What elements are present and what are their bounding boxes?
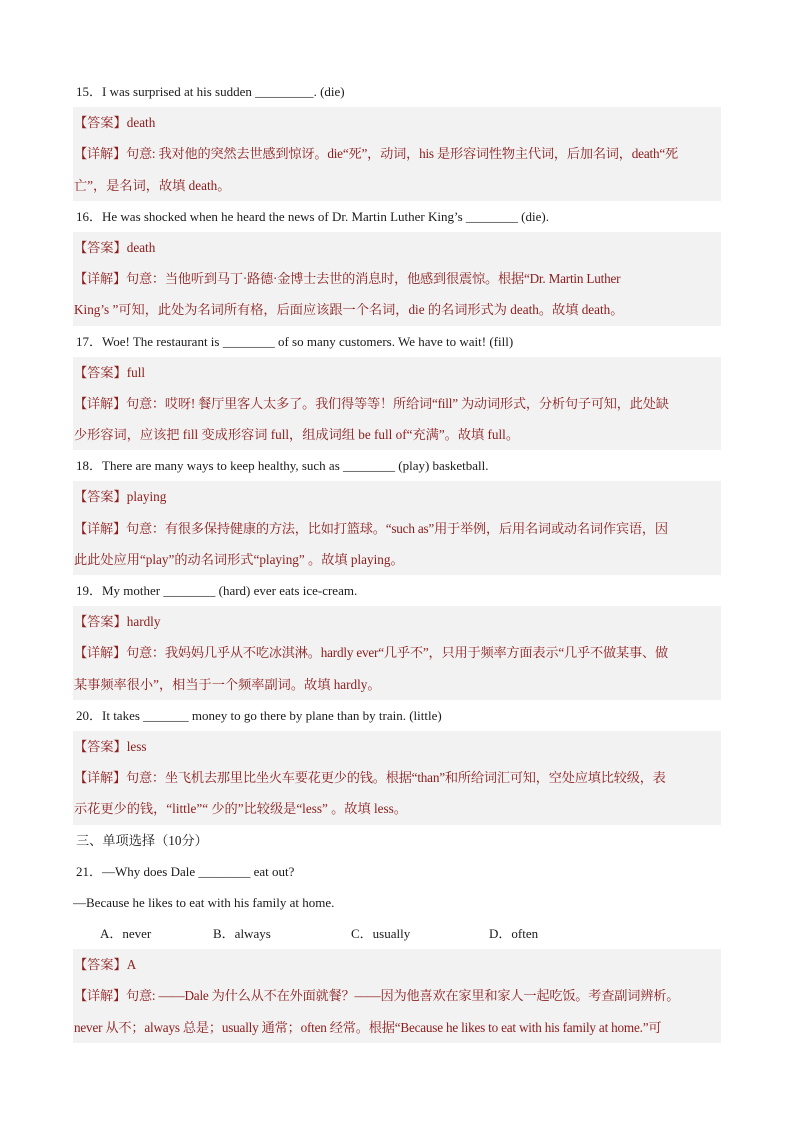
question-text: 16．He was shocked when he heard the news of Dr. Martin Luther King’s ________ (die).	[76, 208, 549, 224]
explanation-tag: 【详解】	[74, 395, 126, 411]
answer-19	[73, 606, 721, 637]
answer-16	[73, 232, 721, 263]
explanation-17-cont	[73, 419, 721, 450]
answer-20	[73, 731, 721, 762]
explanation-21	[73, 980, 721, 1011]
answer-tag: 【答案】	[74, 614, 127, 630]
explanation-text: 句意：坐飞机去那里比坐火车要花更少的钱。根据“than”和所给词汇可知，空处应填比较级，表	[125, 770, 666, 786]
question-text: 21．—Why does Dale ________ eat out?	[76, 863, 295, 879]
explanation-tag: 【详解】	[74, 988, 126, 1004]
explanation-tag: 【详解】	[74, 645, 126, 661]
worksheet-page	[73, 76, 720, 1043]
question-21-options	[73, 918, 747, 949]
answer-text: death	[126, 115, 156, 131]
answer-text: hardly	[126, 614, 161, 630]
question-text: —Because he likes to eat with his family at home.	[73, 894, 335, 910]
explanation-text: 亡”，是名词，故填 death。	[74, 177, 231, 193]
explanation-15	[73, 138, 721, 169]
question-19	[73, 575, 723, 606]
explanation-17	[73, 388, 721, 419]
question-text: 19．My mother ________ (hard) ever eats ice-cream.	[76, 583, 358, 598]
explanation-tag: 【详解】	[74, 770, 126, 786]
explanation-tag: 【详解】	[74, 520, 126, 536]
answer-tag: 【答案】	[74, 115, 127, 131]
explanation-tag: 【详解】	[74, 271, 126, 287]
explanation-text: King’s ”可知，此处为名词所有格，后面应该跟一个名词，die 的名词形式为 death。故填 death。	[74, 302, 624, 318]
explanation-text: 示花更少的钱，“little”“ 少的”比较级是“less” 。故填 less。	[74, 801, 407, 817]
question-20	[73, 700, 723, 731]
question-text: 15．I was surprised at his sudden _________. (die)	[76, 84, 345, 99]
option-c: C．usually	[351, 926, 411, 942]
question-text: 17．Woe! The restaurant is ________ of so many customers. We have to wait! (fill)	[76, 333, 514, 349]
explanation-16-cont	[73, 294, 721, 325]
answer-text: playing	[126, 489, 167, 505]
explanation-text: 句意：哎呀! 餐厅里客人太多了。我们得等等！所给词“fill” 为动词形式，分析句子可知，此处缺	[125, 395, 669, 411]
explanation-text: 某事频率很小”，相当于一个频率副词。故填 hardly。	[74, 676, 381, 692]
explanation-text: 句意：当他听到马丁·路德·金博士去世的消息时，他感到很震惊。根据“Dr. Martin Luther	[125, 271, 621, 287]
answer-text: A	[126, 957, 137, 973]
explanation-18	[73, 513, 721, 544]
answer-17	[73, 357, 721, 388]
explanation-19-cont	[73, 669, 721, 700]
answer-text: full	[126, 364, 146, 380]
section-title: 三、单项选择（10分）	[76, 832, 208, 848]
explanation-18-cont	[73, 544, 721, 575]
question-15	[73, 76, 723, 107]
answer-tag: 【答案】	[74, 239, 127, 255]
explanation-text: 少形容词，应该把 fill 变成形容词 full，组成词组 be full of“充满”。故填 full。	[74, 427, 520, 443]
explanation-text: 句意：有很多保持健康的方法，比如打篮球。“such as”用于举例，后用名词或动名词作宾语，因	[125, 520, 668, 536]
explanation-text: 此此处应用“play”的动名词形式“playing” 。故填 playing。	[74, 551, 404, 567]
explanation-text: 句意: ——Dale 为什么从不在外面就餐？——因为他喜欢在家里和家人一起吃饭。考查副词辨析。	[125, 988, 680, 1004]
answer-tag: 【答案】	[74, 489, 127, 505]
question-21	[73, 856, 723, 887]
explanation-text: 句意: 我对他的突然去世感到惊讶。die“死”，动词，his 是形容词性物主代词，后加名词，death“死	[125, 146, 678, 162]
explanation-21-cont	[73, 1012, 721, 1043]
explanation-16	[73, 263, 721, 294]
question-21-reply	[73, 887, 720, 918]
explanation-text: never 从不；always 总是；usually 通常；often 经常。根据“Because he likes to eat with his family at home.”可	[74, 1019, 662, 1035]
question-16	[73, 201, 723, 232]
explanation-15-cont	[73, 170, 721, 201]
answer-tag: 【答案】	[74, 364, 127, 380]
answer-text: less	[126, 738, 147, 754]
answer-18	[73, 481, 721, 512]
question-18	[73, 450, 723, 481]
question-text: 20．It takes _______ money to go there by plane than by train. (little)	[76, 707, 442, 723]
section-heading	[73, 825, 723, 856]
option-b: B．always	[213, 926, 271, 942]
answer-15	[73, 107, 721, 138]
explanation-20	[73, 762, 721, 793]
question-text: 18．There are many ways to keep healthy, such as ________ (play) basketball.	[76, 458, 489, 474]
explanation-text: 句意：我妈妈几乎从不吃冰淇淋。hardly ever“几乎不”，只用于频率方面表示“几乎不做某事、做	[125, 645, 668, 661]
option-a: A．never	[100, 926, 152, 942]
answer-tag: 【答案】	[74, 738, 127, 754]
option-d: D．often	[489, 926, 539, 942]
explanation-20-cont	[73, 793, 721, 824]
explanation-19	[73, 637, 721, 668]
answer-21	[73, 949, 721, 980]
answer-tag: 【答案】	[74, 957, 127, 973]
explanation-tag: 【详解】	[74, 146, 126, 162]
question-17	[73, 326, 723, 357]
answer-text: death	[126, 239, 156, 255]
